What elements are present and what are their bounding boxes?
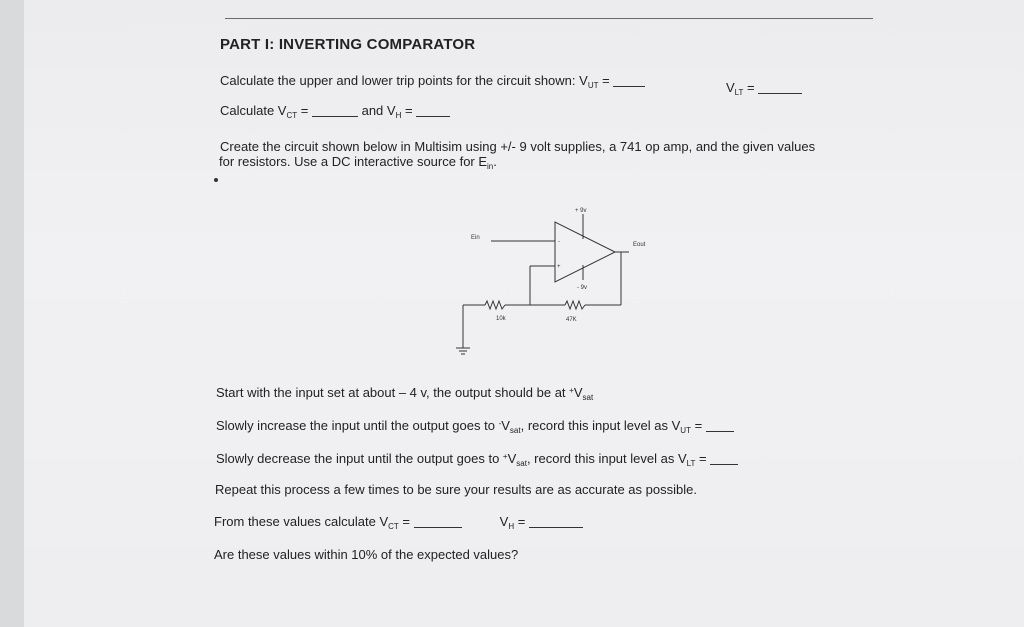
measured-vh-blank[interactable] — [529, 515, 583, 528]
vlt-label: V — [726, 80, 735, 95]
equals-sign: = — [297, 103, 312, 118]
r2-label: 47K — [566, 317, 577, 323]
sat-subscript: sat — [582, 393, 594, 402]
record-text: , record this input level as V — [520, 418, 681, 433]
vct-answer-blank[interactable] — [312, 104, 358, 117]
inverting-sign: - — [558, 239, 560, 245]
instructions-line-2-text: for resistors. Use a DC interactive source for E — [219, 154, 488, 169]
vlt-subscript: LT — [686, 459, 696, 468]
step-start — [216, 383, 593, 406]
op-amp-triangle — [555, 222, 615, 282]
vsat-label: V — [507, 451, 517, 466]
vct-subscript: CT — [388, 522, 399, 531]
plus-superscript: + — [502, 452, 508, 461]
step-from-text: From these values calculate V — [214, 514, 389, 529]
record-text: , record this input level as V — [526, 451, 687, 466]
equals-sign: = — [743, 80, 759, 95]
vsat-label: V — [573, 385, 583, 400]
vsat-label: V — [501, 418, 510, 433]
calc-ct-line — [220, 103, 450, 124]
sat-subscript: sat — [516, 459, 527, 468]
and-vh-text: and V — [357, 103, 396, 118]
plus-superscript: + — [569, 386, 574, 395]
vminus-label: - 9v — [577, 285, 588, 291]
vlt-line — [726, 80, 802, 101]
vplus-label: + 9v — [575, 208, 587, 214]
vh-label: V — [499, 514, 509, 529]
r1-label: 10k — [496, 316, 506, 322]
bullet-dot — [214, 178, 218, 182]
calc-ct-text: Calculate V — [220, 103, 287, 118]
sat-subscript: sat — [509, 426, 521, 435]
measured-vut-blank[interactable] — [706, 419, 734, 432]
vut-subscript: UT — [680, 426, 691, 435]
resistor-10k — [485, 301, 505, 309]
comparator-circuit-diagram — [455, 200, 655, 360]
resistor-47k — [565, 301, 585, 309]
vh-subscript: H — [395, 111, 402, 120]
equals-sign: = — [401, 103, 417, 118]
equals-sign: = — [695, 451, 711, 466]
step-decrease — [216, 449, 738, 472]
equals-sign: = — [398, 514, 414, 529]
step-increase-text: Slowly increase the input until the output goes to — [216, 418, 499, 433]
measured-vct-blank[interactable] — [414, 515, 462, 528]
step-start-text: Start with the input set at about – 4 v, the output should be at — [216, 385, 570, 400]
vut-subscript: UT — [587, 81, 599, 90]
equals-sign: = — [690, 418, 706, 433]
noninverting-sign: + — [557, 264, 561, 270]
calc-trip-text: Calculate the upper and lower trip points for the circuit shown: V — [220, 73, 588, 88]
equals-sign: = — [598, 73, 614, 88]
step-decrease-text: Slowly decrease the input until the output goes to — [216, 451, 503, 466]
vlt-subscript: LT — [734, 88, 744, 97]
step-from — [214, 514, 583, 535]
vct-subscript: CT — [286, 111, 298, 120]
vh-answer-blank[interactable] — [416, 104, 450, 117]
step-repeat: Repeat this process a few times to be sure your results are as accurate as possible. — [215, 482, 697, 497]
vut-answer-blank[interactable] — [613, 74, 645, 87]
equals-sign: = — [514, 514, 529, 529]
eout-label: Eout — [633, 242, 646, 248]
measured-vlt-blank[interactable] — [710, 452, 738, 465]
ein-label: Ein — [471, 235, 480, 241]
calc-trip-line — [220, 73, 645, 94]
period: . — [493, 154, 497, 169]
vh-subscript: H — [508, 522, 515, 531]
instructions-line-1: Create the circuit shown below in Multisim using +/- 9 volt supplies, a 741 op amp, and the given values — [220, 139, 816, 154]
top-rule — [225, 18, 873, 19]
final-question: Are these values within 10% of the expected values? — [214, 547, 519, 562]
minus-superscript: - — [498, 419, 502, 428]
section-title: PART I: INVERTING COMPARATOR — [220, 36, 476, 53]
step-increase — [216, 416, 734, 439]
instructions-line-2 — [219, 154, 497, 175]
vlt-answer-blank[interactable] — [758, 81, 802, 94]
ein-subscript: in — [487, 162, 494, 171]
